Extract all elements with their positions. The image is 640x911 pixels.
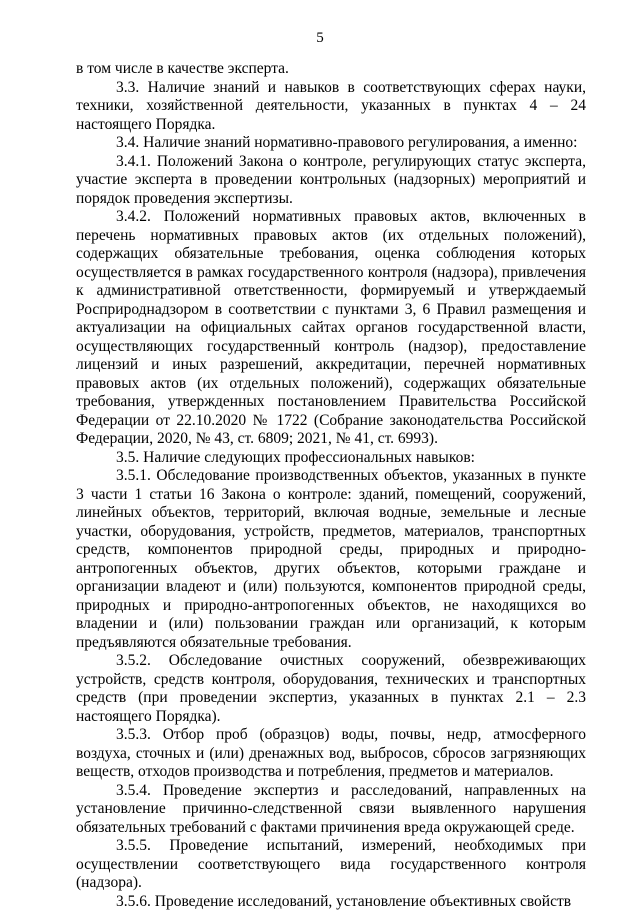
paragraph-3-5-4: 3.5.4. Проведение экспертиз и расследований, направленных на установление причинно-следственной связи выявленного нарушения обязательных требований с фактами причинения вреда окружающей среде. (76, 782, 586, 838)
paragraph-3-5-6: 3.5.6. Проведение исследований, установление объективных свойств (76, 893, 586, 911)
page-number: 5 (0, 30, 640, 47)
paragraph-3-5-3: 3.5.3. Отбор проб (образцов) воды, почвы, недр, атмосферного воздуха, сточных и (или) дренажных вод, выбросов, сбросов загрязняющих веществ, отходов производства и потребления, предметов и материалов. (76, 726, 586, 782)
paragraph-3-5-2: 3.5.2. Обследование очистных сооружений, обезвреживающих устройств, средств контроля, оборудования, технических и транспортных средств (при проведении экспертиз, указанных в пунктах 2.1 – 2.3 настоящего Порядка). (76, 652, 586, 726)
paragraph-3-4: 3.4. Наличие знаний нормативно-правового регулирования, а именно: (76, 134, 586, 153)
paragraph-3-4-2: 3.4.2. Положений нормативных правовых актов, включенных в перечень нормативных правовых актов (их отдельных положений), содержащих обязательные требования, оценка соблюдения которых осуществляется в рамках государственного контроля (надзора), привлечения к административной ответственности, формируемый и утверждаемый Росприроднадзором в соответствии с пунктами 3, 6 Правил размещения и актуализации на официальных сайтах органов государственной власти, осуществляющих государственный контроль (надзор), предоставление лицензий и иных разрешений, аккредитации, перечней нормативных правовых актов (их отдельных положений), содержащих обязательные требования, утвержденных постановлением Правительства Российской Федерации от 22.10.2020 № 1722 (Собрание законодательства Российской Федерации, 2020, № 43, ст. 6809; 2021, № 41, ст. 6993). (76, 208, 586, 449)
paragraph-3-5: 3.5. Наличие следующих профессиональных навыков: (76, 449, 586, 468)
paragraph-3-3: 3.3. Наличие знаний и навыков в соответствующих сферах науки, техники, хозяйственной деятельности, указанных в пунктах 4 – 24 настоящего Порядка. (76, 79, 586, 135)
paragraph-continuation: в том числе в качестве эксперта. (76, 60, 586, 79)
paragraph-3-4-1: 3.4.1. Положений Закона о контроле, регулирующих статус эксперта, участие эксперта в проведении контрольных (надзорных) мероприятий и порядок проведения экспертизы. (76, 153, 586, 209)
paragraph-3-5-5: 3.5.5. Проведение испытаний, измерений, необходимых при осуществлении соответствующего вида государственного контроля (надзора). (76, 837, 586, 893)
paragraph-3-5-1: 3.5.1. Обследование производственных объектов, указанных в пункте 3 части 1 статьи 16 Закона о контроле: зданий, помещений, сооружений, линейных объектов, территорий, включая водные, земельные и лесные участки, оборудования, устройств, предметов, материалов, транспортных средств, компонентов природной среды, природных и природно-антропогенных объектов, других объектов, которыми граждане и организации владеют и (или) пользуются, компонентов природной среды, природных и природно-антропогенных объектов, не находящихся во владении и (или) пользовании граждан или организаций, к которым предъявляются обязательные требования. (76, 467, 586, 652)
document-body (76, 60, 586, 911)
